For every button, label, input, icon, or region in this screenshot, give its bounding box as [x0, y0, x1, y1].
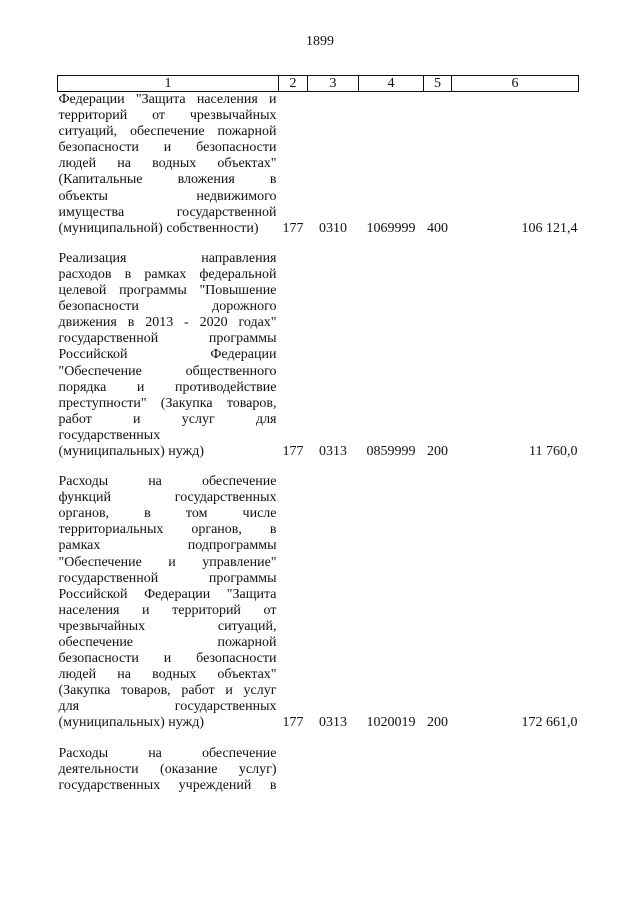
description-line: Федерации "Защита населения и	[58, 92, 277, 107]
table-row	[58, 92, 579, 237]
table-row	[58, 251, 579, 460]
description-line: порядка и противодействие	[58, 379, 277, 395]
description-line: обеспечение пожарной	[58, 635, 277, 650]
description-line: преступности" (Закупка товаров,	[58, 395, 277, 411]
column-header: 5	[424, 76, 452, 92]
row-spacer	[58, 732, 579, 746]
item-description	[58, 251, 279, 460]
description-line: (Закупка товаров, работ и услуг	[58, 683, 277, 699]
description-line: деятельности (оказание услуг)	[58, 761, 277, 777]
section-code: 0313	[319, 715, 347, 731]
description-line: (муниципальных) нужд)	[58, 443, 205, 459]
column-header: 4	[359, 76, 424, 92]
column-header: 3	[308, 76, 359, 92]
description-line: государственных	[58, 427, 161, 443]
table-row	[58, 474, 579, 732]
description-line: целевой программы "Повышение	[58, 283, 277, 299]
description-line: рамках подпрограммы	[58, 538, 277, 554]
description-line: безопасности и безопасности	[58, 651, 277, 667]
target-code: 0859999	[366, 443, 416, 459]
section-code: 0310	[319, 220, 347, 236]
item-description	[58, 474, 279, 732]
section-code: 0313	[319, 443, 347, 459]
page-number: 1899	[306, 34, 334, 49]
description-line: органов, в том числе	[58, 506, 277, 522]
column-header-row	[58, 76, 579, 92]
expense-type-code: 200	[427, 443, 448, 459]
description-line: государственной программы	[58, 570, 277, 586]
expense-type-code: 400	[427, 220, 448, 236]
target-code: 1069999	[366, 220, 416, 236]
amount: 106 121,4	[521, 220, 578, 236]
description-line: Российской Федерации	[58, 347, 277, 363]
description-line: "Обеспечение и управление"	[58, 554, 277, 570]
description-line: Расходы на обеспечение	[58, 474, 277, 490]
description-line: для государственных	[58, 699, 277, 715]
column-header: 2	[279, 76, 308, 92]
expense-type-code: 200	[427, 715, 448, 731]
description-line: движения в 2013 - 2020 годах"	[58, 315, 277, 331]
description-line: (муниципальной) собственности)	[58, 220, 259, 236]
description-line: людей на водных объектах"	[58, 667, 277, 683]
table-row	[58, 746, 579, 794]
description-line: объекты недвижимого	[58, 188, 277, 204]
description-line: людей на водных объектах"	[58, 156, 277, 172]
description-line: имущества государственной	[58, 204, 277, 220]
target-code: 1020019	[366, 715, 416, 731]
description-line: Реализация направления	[58, 250, 277, 266]
column-header: 1	[58, 76, 279, 92]
description-line: (муниципальных) нужд)	[58, 715, 205, 731]
item-description	[58, 92, 279, 237]
description-line: территориальных органов, в	[58, 522, 277, 538]
description-line: населения и территорий от	[58, 602, 277, 618]
budget-table	[57, 75, 579, 794]
description-line: (Капитальные вложения в	[58, 172, 277, 188]
column-header: 6	[452, 76, 579, 92]
row-spacer	[58, 460, 579, 474]
description-line: Российской Федерации "Защита	[58, 586, 277, 602]
description-line: государственной программы	[58, 331, 277, 347]
ministry-code: 177	[282, 220, 304, 236]
amount: 11 760,0	[529, 443, 578, 459]
description-line: "Обеспечение общественного	[58, 363, 277, 379]
description-line: работ и услуг для	[58, 411, 277, 427]
ministry-code: 177	[282, 715, 304, 731]
description-line: расходов в рамках федеральной	[58, 266, 277, 282]
row-spacer	[58, 237, 579, 251]
description-line: государственных учреждений в	[58, 777, 277, 793]
description-line: безопасности и безопасности	[58, 140, 277, 156]
description-line: чрезвычайных ситуаций,	[58, 618, 277, 634]
description-line: безопасности дорожного	[58, 299, 277, 315]
description-line: ситуаций, обеспечение пожарной	[58, 124, 277, 140]
item-description	[58, 746, 279, 794]
description-line: Расходы на обеспечение	[58, 745, 277, 761]
amount: 172 661,0	[521, 715, 578, 731]
description-line: функций государственных	[58, 490, 277, 506]
ministry-code: 177	[282, 443, 304, 459]
description-line: территорий от чрезвычайных	[58, 108, 277, 124]
